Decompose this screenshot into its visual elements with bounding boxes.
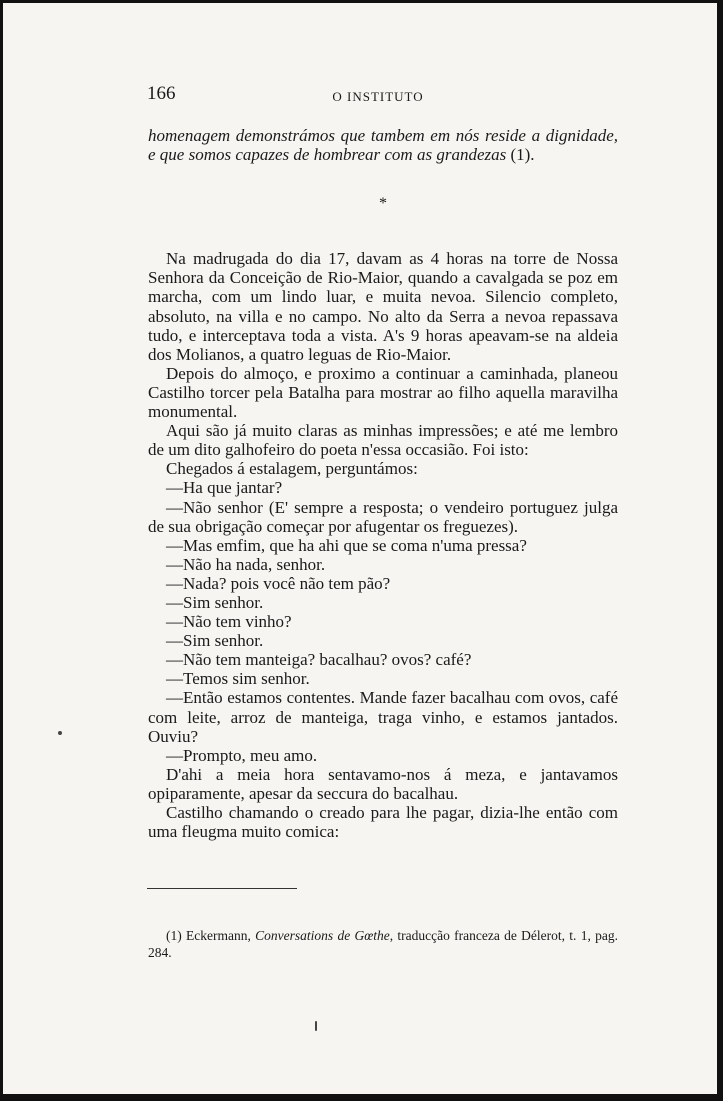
running-title: O INSTITUTO <box>332 89 424 104</box>
dialogue-line: —Não senhor (E' sempre a resposta; o vendeiro portuguez julga de sua obrigação começar por afugentar os freguezes). <box>148 497 618 536</box>
section-separator: * <box>379 195 387 213</box>
speck <box>315 1021 317 1031</box>
paragraph: D'ahi a meia hora sentavamo-nos á meza, e jantavamos opiparamente, apesar da seccura do bacalhau. <box>148 764 618 803</box>
footnote-citation: , traducção franceza de Délerot, t. 1, pag. 284. <box>148 927 618 960</box>
paragraph: Castilho chamando o creado para lhe pagar, dizia-lhe então com uma fleugma muito comica: <box>148 803 618 842</box>
page-header <box>147 83 609 109</box>
paragraph: Na madrugada do dia 17, davam as 4 horas na torre de Nossa Senhora da Conceição de Rio-Maior, quando a cavalgada se poz em marcha, com um lindo luar, e muita nevoa. Silencio completo, absoluto, na villa e no campo. No alto da Serra a nevoa repassava tudo, e interceptava toda a vista. A's 9 horas apeavam-se na aldeia dos Molianos, a quatro leguas de Rio-Maior. <box>148 249 618 364</box>
dialogue-line: —Ha que jantar? <box>166 478 283 498</box>
opening-italic-text: homenagem demonstrámos que tambem em nós reside a dignidade, e que somos capazes de hombrear com as grandezas <box>148 126 618 165</box>
dialogue-line: —Não tem vinho? <box>166 612 292 632</box>
footnote-marker: (1) Eckermann, <box>166 927 256 943</box>
page-number: 166 <box>147 83 176 104</box>
dialogue-line: —Sim senhor. <box>166 592 264 612</box>
dialogue-line: —Mas emfim, que ha ahi que se coma n'uma pressa? <box>166 535 527 555</box>
dialogue-line: —Sim senhor. <box>166 631 264 651</box>
footnote <box>148 927 618 961</box>
dialogue-line: —Não ha nada, senhor. <box>166 554 326 574</box>
opening-paragraph <box>148 126 618 164</box>
paragraph: Aqui são já muito claras as minhas impressões; e até me lembro de um dito galhofeiro do poeta n'essa occasião. Foi isto: <box>148 421 618 460</box>
dialogue-line: —Prompto, meu amo. <box>166 745 318 765</box>
speck <box>58 731 62 735</box>
footnote-rule <box>147 888 297 889</box>
dialogue-line: —Temos sim senhor. <box>166 669 310 689</box>
footnote-work-title: Conversations de Gœthe <box>255 927 390 943</box>
body-text <box>148 126 618 841</box>
dialogue-line: —Então estamos contentes. Mande fazer bacalhau com ovos, café com leite, arroz de manteiga, traga vinho, e estamos jantados. Ouviu? <box>148 688 618 746</box>
footnote-reference: (1). <box>506 145 535 165</box>
dialogue-line: —Nada? pois você não tem pão? <box>166 573 391 593</box>
paragraph: Depois do almoço, e proximo a continuar a caminhada, planeou Castilho torcer pela Batalha para mostrar ao filho aquella maravilha monumental. <box>148 363 618 422</box>
dialogue-line: —Não tem manteiga? bacalhau? ovos? café? <box>166 650 472 670</box>
paragraph: Chegados á estalagem, perguntámos: <box>166 459 418 479</box>
